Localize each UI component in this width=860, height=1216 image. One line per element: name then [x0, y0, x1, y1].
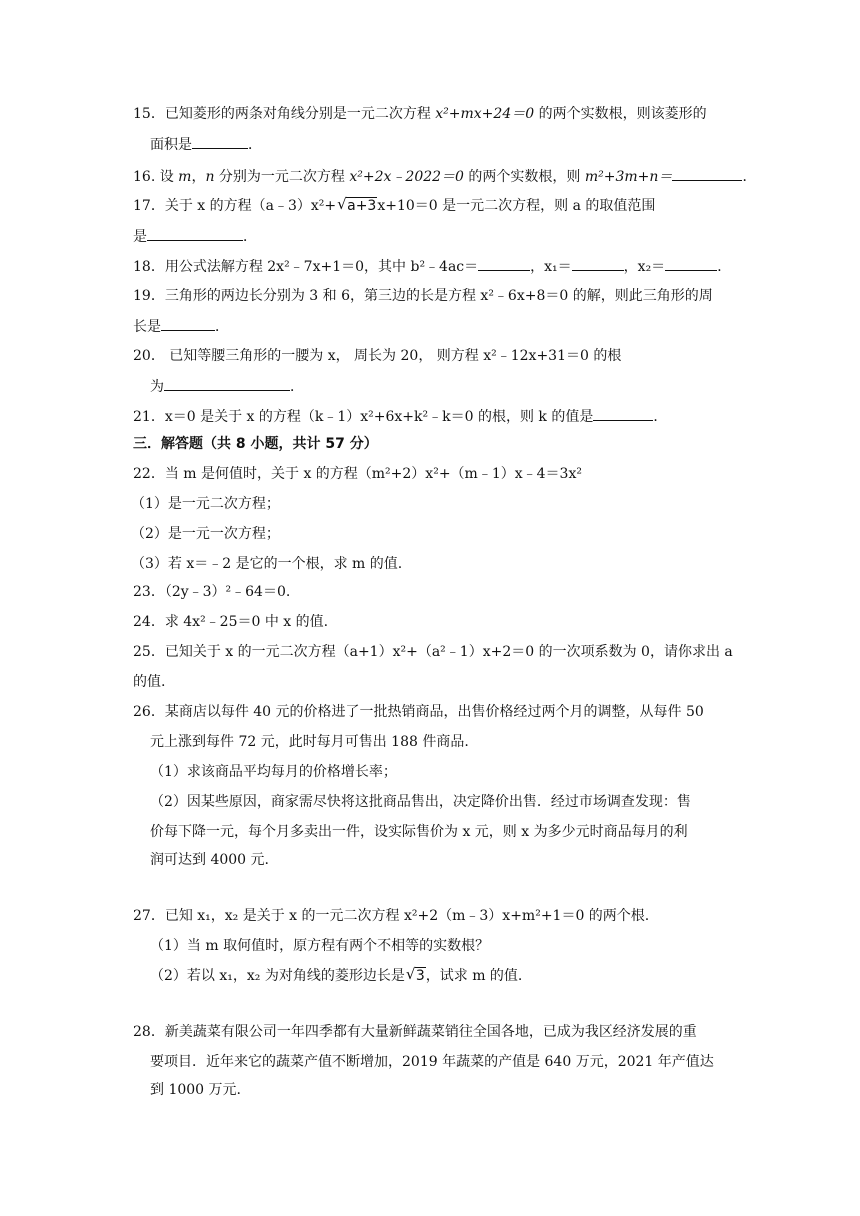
question-16: 16. 设 m，n 分别为一元二次方程 x²+2x﹣2022＝0 的两个实数根，则 m²+3m+n＝ ． [133, 166, 756, 187]
question-27-part-2: （2）若以 x₁，x₂ 为对角线的菱形边长是 √ 3，试求 m 的值. [150, 965, 523, 984]
question-26-line-2: 元上涨到每件 72 元，此时每月可售出 188 件商品. [150, 734, 469, 750]
question-22-part-2: （2）是一元一次方程； [131, 526, 280, 542]
question-17-line-1: 17．关于 x 的方程（a﹣3）x²+ √ a+3x+10＝0 是一元二次方程，则 a 的取值范围 [133, 195, 656, 214]
answer-blank-19[interactable] [161, 316, 215, 331]
answer-blank-16[interactable] [672, 166, 742, 181]
question-28-line-1: 28．新美蔬菜有限公司一年四季都有大量新鲜蔬菜销往全国各地，已成为我区经济发展的重 [133, 1024, 697, 1040]
question-26-part-2-line-3: 润可达到 4000 元. [150, 852, 269, 868]
question-17-line-2: 是 ． [133, 226, 257, 247]
question-20-line-2: 为 ． [150, 376, 304, 397]
question-18: 18．用公式法解方程 2x²﹣7x+1＝0，其中 b²﹣4ac＝ ，x₁＝ ，x₂＝ ． [133, 256, 731, 277]
question-20-line-1: 20． 已知等腰三角形的一腰为 x， 周长为 20， 则方程 x²﹣12x+31＝0 的根 [133, 348, 622, 364]
question-25-line-1: 25．已知关于 x 的一元二次方程（a+1）x²+（a²﹣1）x+2＝0 的一次项系数为 0，请你求出 a [133, 644, 733, 660]
question-19-line-1: 19．三角形的两边长分别为 3 和 6，第三边的长是方程 x²﹣6x+8＝0 的解，则此三角形的周 [133, 288, 713, 304]
question-24: 24．求 4x²﹣25＝0 中 x 的值. [133, 614, 329, 630]
question-28-line-3: 到 1000 万元. [150, 1082, 241, 1098]
question-15-line-1: 15．已知菱形的两条对角线分别是一元二次方程 x²+mx+24＝0 的两个实数根，则该菱形的 [133, 106, 707, 122]
answer-blank-21[interactable] [593, 406, 653, 421]
question-21: 21．x＝0 是关于 x 的方程（k﹣1）x²+6x+k²﹣k＝0 的根，则 k 的值是 ． [133, 406, 667, 427]
question-22-part-3: （3）若 x＝﹣2 是它的一个根，求 m 的值. [131, 556, 403, 572]
question-26-part-2-line-1: （2）因某些原因，商家需尽快将这批商品售出，决定降价出售．经过市场调查发现：售 [150, 794, 691, 810]
question-26-part-1: （1）求该商品平均每月的价格增长率； [150, 764, 397, 780]
question-19-line-2: 长是 ． [133, 316, 229, 337]
question-26-part-2-line-2: 价每下降一元，每个月多卖出一件，设实际售价为 x 元，则 x 为多少元时商品每月的利 [150, 824, 688, 840]
question-26-line-1: 26．某商店以每件 40 元的价格进了一批热销商品，出售价格经过两个月的调整，从每件 50 [133, 704, 704, 720]
question-22: 22．当 m 是何值时，关于 x 的方程（m²+2）x²+（m﹣1）x﹣4＝3x² [133, 466, 582, 482]
question-15-equation: x²+mx+24＝0 [435, 106, 535, 122]
answer-blank-18-x1[interactable] [572, 256, 624, 271]
answer-blank-20[interactable] [164, 376, 290, 391]
question-25-line-2: 的值. [133, 674, 166, 690]
question-16-equation: x²+2x﹣2022＝0 [349, 169, 464, 185]
answer-blank-15[interactable] [192, 134, 248, 149]
question-27-part-1: （1）当 m 取何值时，原方程有两个不相等的实数根？ [150, 938, 490, 954]
answer-blank-17[interactable] [147, 226, 243, 241]
answer-blank-18-x2[interactable] [665, 256, 717, 271]
question-22-part-1: （1）是一元二次方程； [131, 496, 280, 512]
sqrt-symbol: √ 3 [405, 965, 425, 984]
question-27-line-1: 27．已知 x₁，x₂ 是关于 x 的一元二次方程 x²+2（m﹣3）x+m²+1＝0 的两个根. [133, 908, 650, 924]
question-23: 23．（2y﹣3）²﹣64＝0. [133, 584, 291, 600]
question-15-line-2: 面积是 ． [150, 134, 262, 155]
question-28-line-2: 要项目．近年来它的蔬菜产值不断增加，2019 年蔬菜的产值是 640 万元，2021 年产值达 [150, 1054, 714, 1070]
section-3-heading: 三．解答题（共 8 小题，共计 57 分） [133, 436, 378, 452]
answer-blank-18-discriminant[interactable] [478, 256, 530, 271]
sqrt-symbol: √ a+3 [337, 195, 377, 214]
